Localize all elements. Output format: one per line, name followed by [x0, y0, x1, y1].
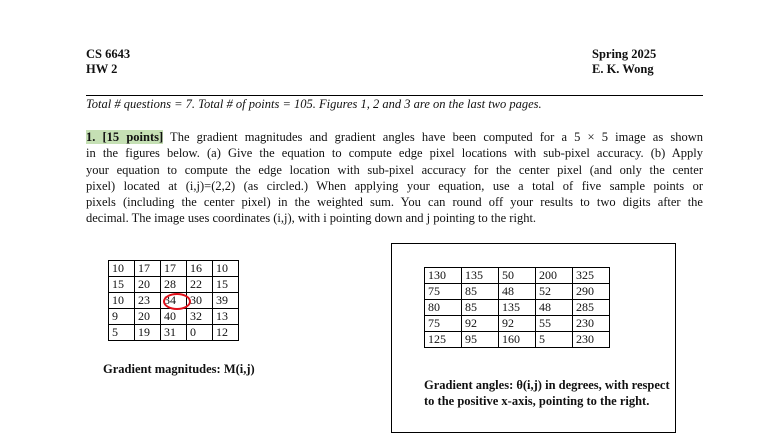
table-row [425, 300, 610, 316]
table-cell: 135 [499, 300, 536, 316]
table-cell: 40 [161, 309, 187, 325]
table-cell: 0 [187, 325, 213, 341]
question-line-6: decimal. The image uses coordinates (i,j), with i pointing down and j pointing to the right. [86, 211, 537, 226]
instructor: E. K. Wong [592, 62, 654, 76]
angles-caption: Gradient angles: θ(i,j) in degrees, with respect to the positive x-axis, pointing to the right. [424, 378, 670, 408]
table-cell: 85 [462, 300, 499, 316]
table-cell: 13 [213, 309, 239, 325]
table-cell: 135 [462, 268, 499, 284]
table-row [425, 316, 610, 332]
table-cell: 28 [161, 277, 187, 293]
term: Spring 2025 [592, 47, 657, 61]
table-cell: 32 [187, 309, 213, 325]
question-line-1: 1. [15 points] The gradient magnitudes and gradient angles have been computed for a 5 × 5 image as shown [86, 130, 703, 144]
table-cell: 39 [213, 293, 239, 309]
table-cell: 130 [425, 268, 462, 284]
table-row [109, 277, 239, 293]
table-cell: 125 [425, 332, 462, 348]
table-cell: 285 [573, 300, 610, 316]
question-line-2: in the figures below. (a) Give the equation to compute edge pixel locations with sub-pixel accuracy. (b) Apply [86, 146, 703, 161]
table-row [425, 268, 610, 284]
table-row [425, 332, 610, 348]
course-code: CS 6643 [86, 47, 131, 61]
table-cell: 92 [462, 316, 499, 332]
table-row [109, 309, 239, 325]
table-row [109, 325, 239, 341]
table-cell: 10 [109, 261, 135, 277]
table-cell: 17 [135, 261, 161, 277]
table-cell: 15 [213, 277, 239, 293]
totals-line: Total # questions = 7. Total # of points = 105. Figures 1, 2 and 3 are on the last two pages. [86, 97, 542, 111]
table-cell: 48 [499, 284, 536, 300]
question-label: 1. [15 points] [86, 130, 164, 144]
table-cell: 15 [109, 277, 135, 293]
table-cell: 10 [213, 261, 239, 277]
table-cell: 20 [135, 277, 161, 293]
table-cell: 290 [573, 284, 610, 300]
table-cell: 75 [425, 316, 462, 332]
table-cell: 12 [213, 325, 239, 341]
question-line-3: your equation to compute the edge location with sub-pixel accuracy for the center pixel (and only the center [86, 162, 703, 177]
table-cell: 95 [462, 332, 499, 348]
gradient-angles-table [424, 267, 610, 348]
table-row [109, 261, 239, 277]
table-cell: 50 [499, 268, 536, 284]
table-cell: 325 [573, 268, 610, 284]
table-row [425, 284, 610, 300]
table-cell: 31 [161, 325, 187, 341]
header-right [592, 47, 656, 77]
table-cell: 52 [536, 284, 573, 300]
table-cell: 92 [499, 316, 536, 332]
table-cell: 19 [135, 325, 161, 341]
table-cell: 16 [187, 261, 213, 277]
table-cell: 230 [573, 316, 610, 332]
header-left [86, 47, 130, 77]
table-cell: 48 [536, 300, 573, 316]
header-rule [86, 95, 703, 96]
table-cell: 200 [536, 268, 573, 284]
table-cell: 80 [425, 300, 462, 316]
table-cell: 85 [462, 284, 499, 300]
question-line-4: pixel) located at (i,j)=(2,2) (as circled.) When applying your equation, use a total of five sample points or [86, 178, 703, 193]
table-cell: 23 [135, 293, 161, 309]
assignment-title: HW 2 [86, 62, 118, 76]
table-cell: 55 [536, 316, 573, 332]
table-cell: 17 [161, 261, 187, 277]
table-cell: 20 [135, 309, 161, 325]
table-cell: 10 [109, 293, 135, 309]
center-cell: 34 [161, 293, 187, 309]
table-cell: 160 [499, 332, 536, 348]
table-cell: 9 [109, 309, 135, 325]
table-cell: 30 [187, 293, 213, 309]
table-cell: 75 [425, 284, 462, 300]
table-cell: 5 [109, 325, 135, 341]
center-pixel-circle [163, 293, 191, 310]
table-cell: 230 [573, 332, 610, 348]
question-line-5: pixels (including the center pixel) in the weighted sum. You can round off your results to two digits after the [86, 195, 703, 210]
magnitudes-caption: Gradient magnitudes: M(i,j) [103, 362, 255, 376]
table-cell: 5 [536, 332, 573, 348]
table-cell: 22 [187, 277, 213, 293]
question-1 [86, 129, 703, 227]
